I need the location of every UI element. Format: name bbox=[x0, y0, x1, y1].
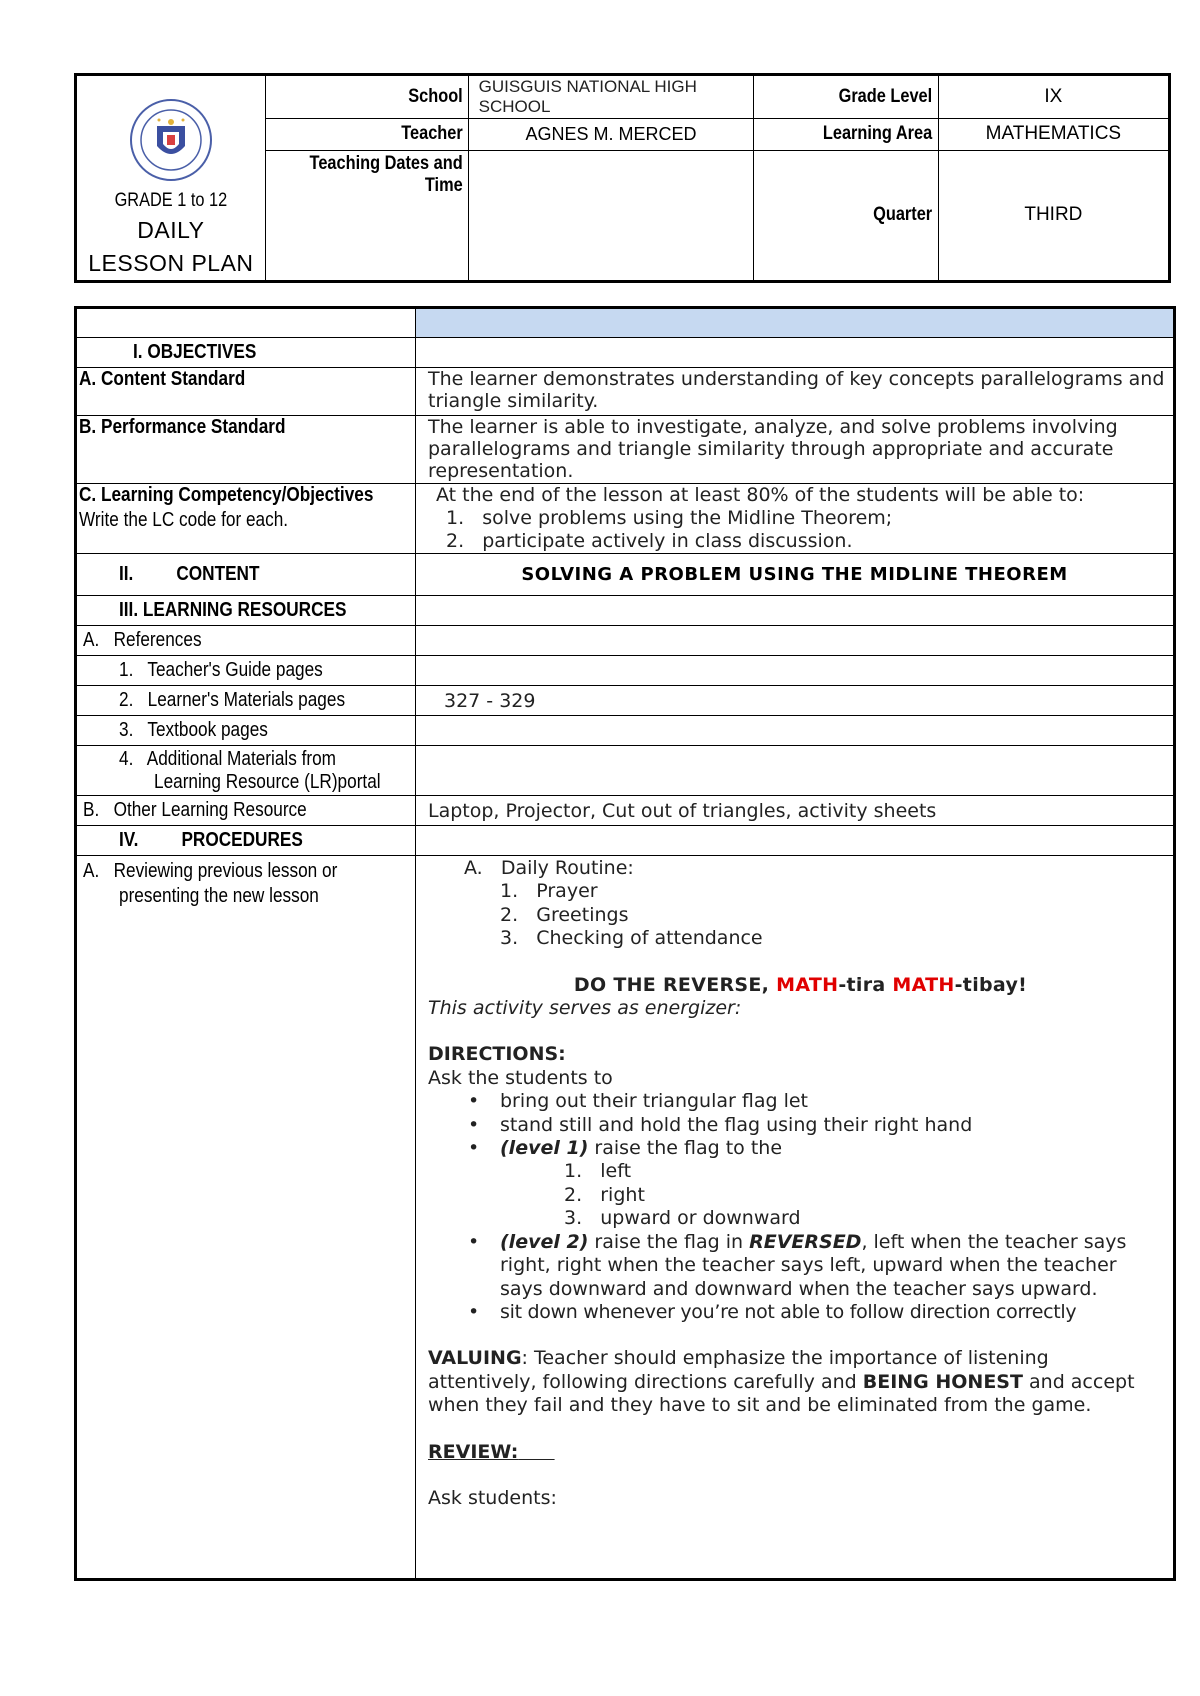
dates-label-line2: Time bbox=[424, 174, 463, 196]
valuing-paragraph: VALUING: Teacher should emphasize the importance of listening attentively, following directions carefully and BEING HONEST and accept when they fail and they have to sit and be eliminated from the game. bbox=[428, 1347, 1135, 1417]
other-resource-label: B. Other Learning Resource bbox=[83, 799, 307, 821]
review-label-line1: A. Reviewing previous lesson or bbox=[83, 860, 338, 882]
objectives-heading: I. OBJECTIVES bbox=[133, 341, 257, 363]
level1-item: 3. upward or downward bbox=[564, 1207, 801, 1230]
resources-heading: III. LEARNING RESOURCES bbox=[119, 599, 347, 621]
competency-item: 2. participate actively in class discussion. bbox=[446, 530, 853, 552]
doc-title-line1: DAILY bbox=[137, 217, 205, 243]
competency-item: 1. solve problems using the Midline Theorem; bbox=[446, 507, 893, 529]
bullet-item: • sit down whenever you’re not able to follow direction correctly bbox=[468, 1300, 1077, 1323]
lm-label: 2. Learner's Materials pages bbox=[119, 689, 346, 711]
level1-item: 1. left bbox=[564, 1160, 632, 1183]
blank-header-cell bbox=[76, 308, 416, 338]
school-value: GUISGUIS NATIONAL HIGH SCHOOL bbox=[468, 75, 754, 119]
logo-cell bbox=[76, 75, 266, 282]
procedures-heading: IV. PROCEDURES bbox=[119, 829, 303, 851]
references-label: A. References bbox=[83, 629, 202, 651]
content-standard-value: The learner demonstrates understanding of key concepts parallelograms and triangle similarity. bbox=[416, 368, 1175, 416]
competency-sublabel: Write the LC code for each. bbox=[79, 509, 289, 531]
routine-item: 2. Greetings bbox=[500, 903, 629, 926]
directions-label: DIRECTIONS: bbox=[428, 1043, 566, 1066]
directions-intro: Ask the students to bbox=[428, 1066, 613, 1089]
bullet-item: • (level 1) raise the flag to the bbox=[468, 1137, 783, 1160]
competency-label: C. Learning Competency/Objectives bbox=[79, 484, 374, 506]
school-label: School bbox=[408, 86, 463, 108]
content-value: SOLVING A PROBLEM USING THE MIDLINE THEOREM bbox=[416, 554, 1175, 596]
review-heading: REVIEW: bbox=[428, 1440, 519, 1463]
textbook-value bbox=[416, 716, 1175, 746]
bullet-item: • (level 2) raise the flag in REVERSED, left when the teacher says right, right when the teacher says left, upward when the teacher says downward and downward when the teacher says upward. bbox=[468, 1230, 1127, 1300]
additional-value bbox=[416, 746, 1175, 796]
ask-students: Ask students: bbox=[428, 1486, 557, 1509]
activity-title: DO THE REVERSE, MATH-tira MATH-tibay! bbox=[573, 973, 1028, 996]
quarter-label: Quarter bbox=[873, 204, 933, 226]
deped-seal-icon bbox=[77, 98, 265, 188]
performance-standard-value: The learner is able to investigate, analyze, and solve problems involving parallelograms and triangle similarity through appropriate and accurate representation. bbox=[416, 416, 1175, 484]
review-label-line2: presenting the new lesson bbox=[119, 885, 319, 907]
procedures-content bbox=[416, 856, 1175, 1580]
header-table bbox=[74, 73, 1171, 283]
routine-item: 3. Checking of attendance bbox=[500, 927, 763, 950]
routine-item: 1. Prayer bbox=[500, 880, 598, 903]
dates-label-line1: Teaching Dates and bbox=[309, 152, 463, 174]
grade-level-label: Grade Level bbox=[839, 86, 933, 108]
additional-label-line1: 4. Additional Materials from bbox=[119, 748, 337, 770]
competency-intro: At the end of the lesson at least 80% of the students will be able to: bbox=[436, 484, 1085, 506]
additional-label-line2: Learning Resource (LR)portal bbox=[154, 771, 381, 793]
routine-heading: A. Daily Routine: bbox=[464, 857, 634, 879]
quarter-value: THIRD bbox=[938, 150, 1169, 281]
activity-note: This activity serves as energizer: bbox=[428, 997, 742, 1020]
tg-value bbox=[416, 656, 1175, 686]
teacher-value: AGNES M. MERCED bbox=[468, 119, 754, 151]
teacher-label: Teacher bbox=[401, 123, 463, 145]
textbook-label: 3. Textbook pages bbox=[119, 719, 268, 741]
content-standard-label: A. Content Standard bbox=[79, 368, 246, 390]
performance-standard-label: B. Performance Standard bbox=[79, 416, 286, 438]
level1-item: 2. right bbox=[564, 1183, 645, 1206]
bullet-item: • bring out their triangular flag let bbox=[468, 1090, 808, 1113]
lm-value: 327 - 329 bbox=[416, 686, 1175, 716]
grade-level-value: IX bbox=[938, 75, 1169, 119]
content-heading: II. CONTENT bbox=[119, 563, 260, 585]
learning-area-value: MATHEMATICS bbox=[938, 119, 1169, 151]
blue-header-cell bbox=[416, 308, 1175, 338]
lesson-plan-table bbox=[74, 306, 1176, 1581]
other-resource-value: Laptop, Projector, Cut out of triangles, activity sheets bbox=[416, 796, 1175, 826]
tg-label: 1. Teacher's Guide pages bbox=[119, 659, 323, 681]
dates-value bbox=[468, 150, 754, 281]
bullet-item: • stand still and hold the flag using their right hand bbox=[468, 1113, 973, 1136]
doc-title-line2: LESSON PLAN bbox=[88, 250, 254, 276]
grade-range: GRADE 1 to 12 bbox=[114, 190, 228, 211]
learning-area-label: Learning Area bbox=[823, 123, 933, 145]
